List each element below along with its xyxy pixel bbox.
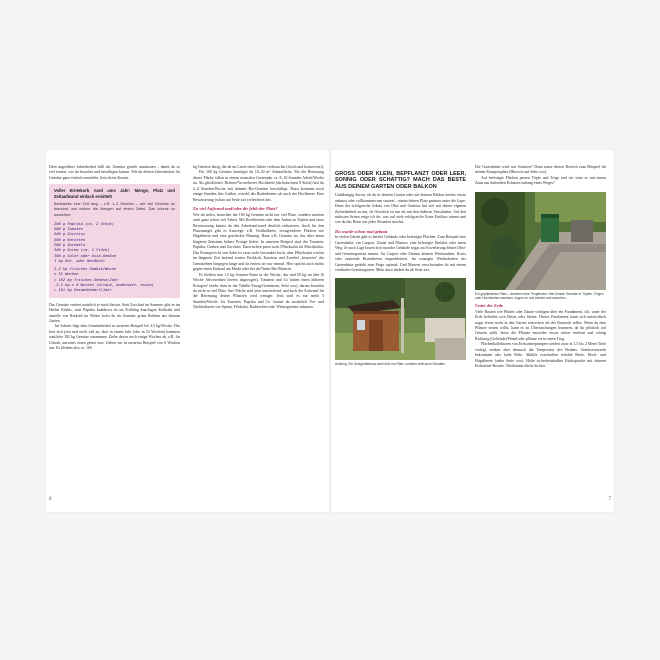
paragraph: Für 160 kg Gemüse benötigst du 16–20 m² Anbaufläche. Für die Betreuung dieser Fläche fallen in einem normalen Gartenjahr ca. 8–10 Stunden Arbeit/Woche an. Als glückliche/r Besitzer*in mehrerer Hochbeete (du bräuchtest 8 Stück) bist du 2–4 Stunden/Woche mit deinem Bio-Gemüse beschäftigt. Dazu kommen noch einige Stunden fürs Gießen, sowohl des Bodenbeetes als auch der Hochbeete. Eine Bewässerung (schau auf Seite xxx) erleichtert das.	[193, 170, 324, 202]
info-box	[49, 184, 180, 297]
list-item: 500 g Karotten	[54, 237, 86, 242]
left-page-column-2	[193, 165, 324, 311]
list-item: 500 g Zucchini	[54, 232, 86, 237]
section-heading: GROSS ODER KLEIN, BEPFLANZT ODER LEER, SONNIG ODER SCHATTIG? MACH DAS BESTE AUS DEINEM GARTEN ODER BALKON	[335, 171, 466, 190]
calc-line: = 161 kg Gesamtbedarf/Jahr	[54, 288, 112, 293]
paragraph: In vielen Gärten gibt es bereits Gebäude oder befestigte Flächen. Zum Beispiel eine Gartenhütte, ein Carport, Zäune und Mauern, eine befestigte Einfahrt oder einen Weg. Je nach Lage lassen sich manche Gebäude sogar zur Erweiterung deines Obst- und Gemüsegartens nutzen. An Carport oder Zäunen können Weintrauben, Kiwis oder rankende Brombeeren emporklettern. Im sonnigen Windschatten der Gartenhütte gedeiht eine Feige optimal. Und Mauern verschwinden du mit einem vertikalen Gemüsegarten. Mehr dazu findest du ab Seite xxx.	[335, 235, 466, 273]
subheading: Du wurde schon mal gebaut	[335, 228, 388, 234]
garden-shed-image	[335, 278, 466, 360]
left-page-column-1	[49, 165, 180, 352]
calc-line: x 52 Wochen	[54, 272, 79, 277]
right-page	[331, 150, 614, 512]
garden-shed-photo	[335, 278, 466, 360]
calc-line: 3,5 kg frisches Gemüse/Woche	[54, 267, 117, 272]
left-page	[46, 150, 329, 512]
paragraph: Wie du siehst, brauchen die 160 kg Gemüse nicht nur viel Platz, sondern machen auch ganz schön viel Arbeit. Mit Hochbeeten oder dem Anbau in Töpfen und einer Bewässerung kannst du den Arbeitsaufwand deutlich reduzieren. Auch für den Platzmangel gibt es Auswege: z.B. Vertikalbeete, ertragreichere Flächen wie Hügelbeete und eine geschickte Planung. Baue z.B. Gemüse an, das über einen längeren Zeitraum höhere Erträge liefert. In unserem Beispiel sind das Tomaten, Paprika, Gurken und Zucchini. Dazwischen passt noch Pflücksalat als Mischkultur. Das Erntegewicht von Salat ist zwar nicht besonders hoch, aber Pflücksalat wächst im längeren Zeit laufend ernten. Brokkoli, Karotten und Zwiebel „besetzen" das Gemüsebeet hingegen lange und da erntest sie nur einmal. Hier spricht auch nichts gegen einen Einkauf am Markt oder bei der*beim Bio-Bäuerin.	[193, 212, 324, 272]
patio-image	[475, 192, 606, 290]
paragraph: Viele Bauten wie Hütten oder Zäune verfügen über ein Fundament, d.h. unter der Erde befinden sich Beton oder Steine. Dieses Fundament kann sich unterirdisch sogar etwas mehr in den Garten erstrecken als der Bauwerk selbst. Wenn du eine Pflanze setzen willst, kann es zu Überraschungen kommen, da du plötzlich auf Gestein stößt. Setze die Pflanze entweder etwas weiter entfernt und schräg Richtung (Gebäude)/Wand oder pflanze sie in einen Trog.	[475, 309, 606, 341]
page-number: 6	[49, 497, 52, 502]
list-item: 200 g Zwiebeln	[54, 242, 86, 247]
list-item: 300 g Salat oder Asia-Gemüse	[54, 253, 117, 258]
page-number: 7	[608, 497, 611, 502]
paragraph: Auf befestigte Flächen passen Töpfe und Tröge und wir wäre es mit einem Zaun aus duftenden Kräutern entlang eines Weges?	[475, 175, 606, 186]
right-page-column-1	[335, 165, 466, 369]
photo-caption: Achtung: Ein Holzgerätehaus darf nicht nur Platz, sondern wirft auch Schatten.	[335, 361, 446, 366]
info-box-intro: Beobachte eine Zeit lang – z.B. 1–2 Wochen – wie viel Gemüse du brauchst und notiere die Mengen auf einem Zettel. Das könnte so aussehen:	[54, 202, 175, 217]
subheading: Unter der Erde	[475, 303, 503, 309]
paragraph: Im Schnitt liegt dein Gemüsebedarf in unserem Beispiel bei 3,5 kg/Woche. Das hört sich jetzt mal nicht viel an, aber in einem Jahr (also in 52 Wochen) kommen stattliche 182 kg Gemüse zusammen. Ziehe davon noch einige Wochen ab, z.B. für Urlaub, auswärts essen gehen usw. Gehen wir in unserem Beispiel von 6 Wochen aus. Es bleiben also ca. 160	[49, 324, 180, 351]
list-item: 300 g Gurke (ca. 1 Stück)	[54, 248, 110, 253]
paragraph: kg Gemüse übrig, die du im Laufe eines Jahres verbrauchst (frisch und konserviert).	[193, 165, 324, 169]
paragraph: Dein ungefährer Jahresbedarf hilft dir, Gemüse gezielt anzubauen – damit du so viel erntest, wie du brauchst und bewältigen kannst. Wie du deinen Jahresbedarf für Gemüse ganz einfach ermittelst, liest du im Kasten.	[49, 165, 180, 180]
list-item: 1 kg Rot- oder Weißkohl	[54, 258, 106, 263]
paved-patio-photo	[475, 192, 606, 290]
photo-caption: Ein gepflastertes Platz – daneben eine Thujahecke: Hier könnte Gemüse in Töpfen, Trögen oder Hochbeeten wachsen. Augen zu und einfach mal ausruhen ...	[475, 291, 604, 301]
list-item: 200 g Paprika (ca. 2 Stück)	[54, 221, 114, 226]
paragraph: Es bleiben nun 1,5 kg Gemüse-Ernte in der Woche, das sind 69 kg im Jahr (6 Woche Abwesenheit bereits abgezogen). Tomaten und Co haben einen höheren Ertrag/m² (mehr dazu in der Tabelle Ertrag/Gemüseart, Seite xxx), darum brauchst du nicht so viel Platz. 6m² Fläche sind jetzt ausreichend, und auch der Aufwand für die Betreuung deiner Pflanzen wird weniger. Jetzt sind es nur mehr 3 Stunden/Woche. Zu Tomaten, Paprika und Co. kannst du zusätzlich Vor- und Nachkulturen wie Spinat, Feldsalat, Radieschen oder Wintergemüse anbauen.	[193, 272, 324, 310]
calc-line: = 182 kg frisches Gemüse/Jahr	[54, 277, 119, 282]
paragraph: Flächenkollektoren von Erdwärmepumpen werden zwar in 1,5 bis 2 Meter Tiefe verlegt, senken aber dennoch die Temperatur des Bodens. Gemüsewurzeln bekommen also kalte Füße. Abhilfe verschaffen erhöhte Beete, Hoch- und Hügelbeete (siehe Seite xxx). Halte sicherheitshalber Rücksprache mit deinem Erdwärme-Berater. Obstbäume dürfst du hier	[475, 342, 606, 369]
paragraph: Unabhängig davon, ob du in deinem Garten oder auf deinem Balkon bereits etwas anbaust oder vollkommen neu startest – nimm deinen Platz genauer unter die Lupe. Denn der erfolgreiche Anbau von Obst und Gemüse hat viel mit deiner eigenen Zufriedenheit zu tun, ob Geschick zu tun als mit den äußeren Umständen. Auf den nächsten Seiten zeige ich dir, was auf viele erfolgreiche Ernte Einfluss nimmt und wie du das Beste aus jeder Situation machst.	[335, 193, 466, 225]
paragraph: Das Gemüse variiert natürlich je nach Saison. Statt Zucchini im Sommer gibt es im Herbst Kürbis, statt Paprika knabberst du im Frühling knackigen Kohlrabi und anstelle von Rotkohl im Winter holst du im Sommer grüne Bohnen aus deinem Garten.	[49, 302, 180, 323]
list-item: 500 g Tomaten	[54, 227, 83, 232]
right-page-column-2	[475, 165, 606, 370]
subheading: Zu viel Aufwand und/oder dir fehlt der Platz?	[193, 206, 278, 212]
info-box-title: Voller Erntekorb rund ums Jahr: Menge, Platz und Zeitaufwand einfach ermittelt	[54, 188, 175, 199]
calc-line: -3,5 kg x 6 Wochen (Urlaub, anderweit. essen)	[54, 283, 154, 288]
paragraph: Die Gartenhütte wirft nur Schatten? Dann nutze diesen Bereich zum Beispiel für deinen Kompostplatz (Hinweis auf Seite xxx).	[475, 165, 606, 175]
